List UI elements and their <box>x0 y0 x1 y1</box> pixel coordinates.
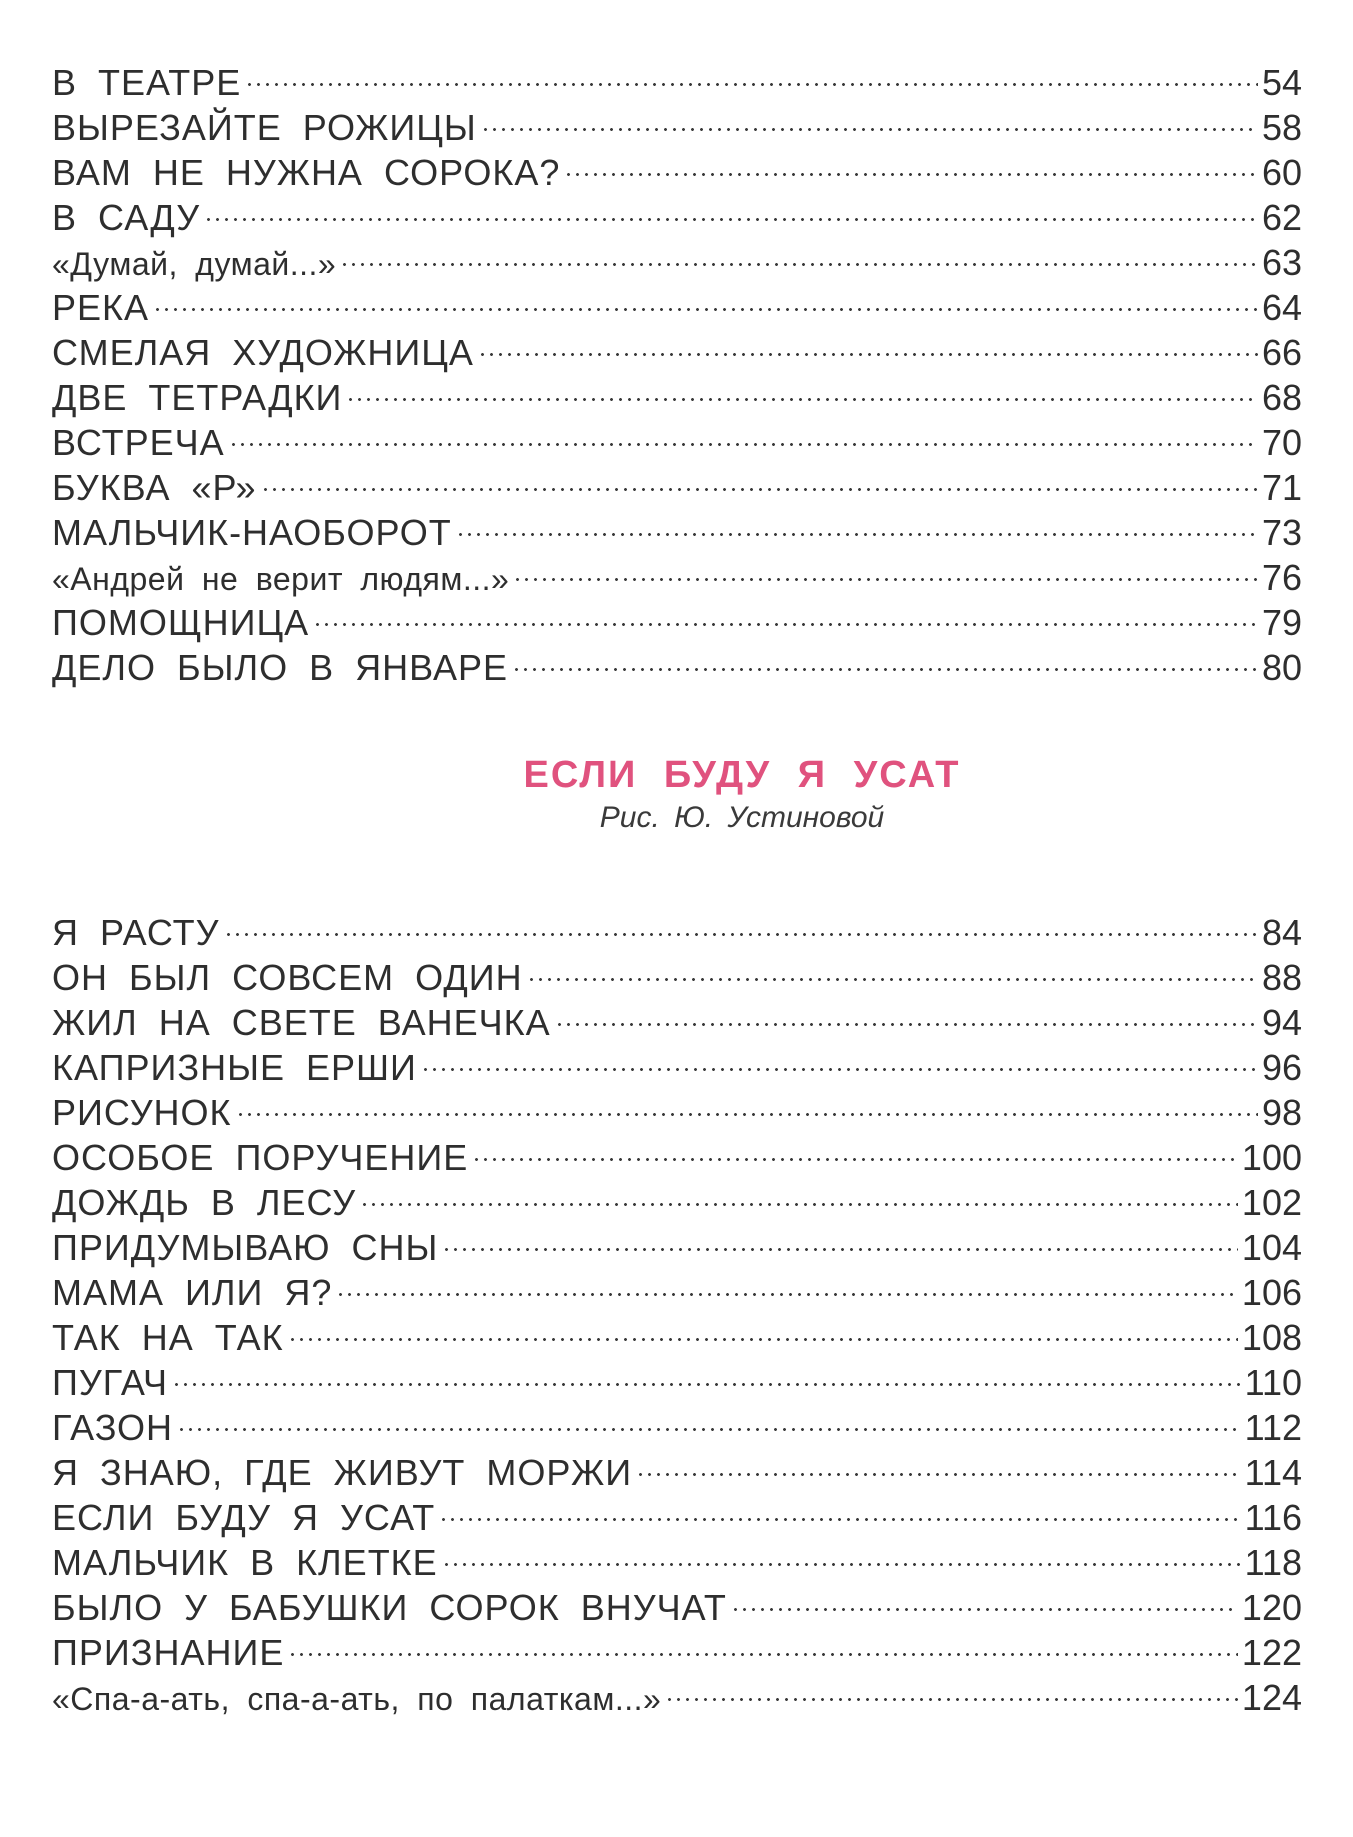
dot-leader <box>555 990 1258 1035</box>
toc-entry-page-number: 112 <box>1244 1407 1302 1448</box>
toc-entry-title: ГАЗОН <box>52 1407 174 1448</box>
toc-entry-title: ТАК НА ТАК <box>52 1317 284 1358</box>
toc-entry[interactable] <box>52 230 1302 283</box>
section-subtitle: Рис. Ю. Устиновой <box>599 801 885 834</box>
toc-entry-title: Я ЗНАЮ, ГДЕ ЖИВУТ МОРЖИ <box>52 1452 633 1493</box>
dot-leader <box>224 900 1258 945</box>
toc-entry-title: «Думай, думай...» <box>52 246 337 282</box>
toc-entry-title: ЕСЛИ БУДУ Я УСАТ <box>52 1497 436 1538</box>
dot-leader <box>340 230 1258 275</box>
dot-leader <box>177 1395 1241 1440</box>
toc-entry-page-number: 102 <box>1241 1182 1302 1223</box>
toc-entry-page-number: 100 <box>1241 1137 1302 1178</box>
section-header <box>52 752 1302 838</box>
toc-entry-page-number: 118 <box>1244 1542 1302 1583</box>
toc-entry-title: В САДУ <box>52 197 201 238</box>
dot-leader <box>636 1440 1240 1485</box>
toc-entry[interactable] <box>52 945 1302 998</box>
toc-entry-page-number: 58 <box>1261 107 1302 148</box>
toc-entry-page-number: 60 <box>1261 152 1302 193</box>
dot-leader <box>456 500 1258 545</box>
table-of-contents-page <box>52 50 1302 1718</box>
toc-entry-page-number: 70 <box>1261 422 1302 463</box>
toc-entry[interactable] <box>52 455 1302 508</box>
toc-entry-title: ВЫРЕЗАЙТЕ РОЖИЦЫ <box>52 107 477 148</box>
toc-entry-title: БУКВА «Р» <box>52 467 257 508</box>
dot-leader <box>261 455 1258 500</box>
toc-entry-title: «Андрей не верит людям...» <box>52 561 510 597</box>
toc-entry-page-number: 76 <box>1261 557 1302 598</box>
toc-entry-page-number: 96 <box>1261 1047 1302 1088</box>
dot-leader <box>439 1485 1240 1530</box>
toc-entry[interactable] <box>52 1440 1302 1493</box>
dot-leader <box>336 1260 1238 1305</box>
dot-leader <box>288 1305 1238 1350</box>
toc-entry-title: В ТЕАТРЕ <box>52 62 242 103</box>
toc-entry-title: ПУГАЧ <box>52 1362 169 1403</box>
dot-leader <box>472 1125 1238 1170</box>
toc-entry-page-number: 104 <box>1241 1227 1302 1268</box>
dot-leader <box>665 1665 1238 1710</box>
dot-leader <box>245 50 1258 95</box>
dot-leader <box>360 1170 1238 1215</box>
toc-entry-page-number: 71 <box>1261 467 1302 508</box>
toc-entry-page-number: 62 <box>1261 197 1302 238</box>
dot-leader <box>313 590 1258 635</box>
toc-entry-page-number: 84 <box>1261 912 1302 953</box>
dot-leader <box>731 1575 1238 1620</box>
toc-entry-page-number: 63 <box>1261 242 1302 283</box>
dot-leader <box>229 410 1258 455</box>
toc-entry-page-number: 64 <box>1261 287 1302 328</box>
toc-entry-title: ДОЖДЬ В ЛЕСУ <box>52 1182 357 1223</box>
dot-leader <box>512 635 1258 680</box>
toc-entry-title: ДЕЛО БЫЛО В ЯНВАРЕ <box>52 647 509 688</box>
toc-entry-page-number: 114 <box>1244 1452 1302 1493</box>
toc-entry-page-number: 110 <box>1244 1362 1302 1403</box>
toc-entry-title: ПРИЗНАНИЕ <box>52 1632 285 1673</box>
dot-leader <box>204 185 1258 230</box>
dot-leader <box>481 95 1258 140</box>
toc-entry-title: ОН БЫЛ СОВСЕМ ОДИН <box>52 957 523 998</box>
toc-list-part2 <box>52 900 1302 1718</box>
toc-entry-page-number: 124 <box>1241 1677 1302 1718</box>
toc-entry-title: СМЕЛАЯ ХУДОЖНИЦА <box>52 332 474 373</box>
toc-entry-title: ВСТРЕЧА <box>52 422 225 463</box>
toc-list-part1 <box>52 50 1302 688</box>
toc-entry-page-number: 54 <box>1261 62 1302 103</box>
dot-leader <box>153 275 1258 320</box>
toc-entry[interactable] <box>52 1395 1302 1448</box>
toc-entry-page-number: 68 <box>1261 377 1302 418</box>
dot-leader <box>527 945 1258 990</box>
toc-entry-page-number: 122 <box>1241 1632 1302 1673</box>
section-title: ЕСЛИ БУДУ Я УСАТ <box>523 754 961 796</box>
toc-entry-page-number: 73 <box>1261 512 1302 553</box>
toc-entry-title: РИСУНОК <box>52 1092 232 1133</box>
toc-entry-page-number: 120 <box>1241 1587 1302 1628</box>
toc-entry-title: КАПРИЗНЫЕ ЕРШИ <box>52 1047 417 1088</box>
toc-entry[interactable] <box>52 185 1302 238</box>
dot-leader <box>421 1035 1258 1080</box>
toc-entry-page-number: 94 <box>1261 1002 1302 1043</box>
toc-entry[interactable] <box>52 410 1302 463</box>
toc-entry-title: ЖИЛ НА СВЕТЕ ВАНЕЧКА <box>52 1002 551 1043</box>
toc-entry[interactable] <box>52 320 1302 373</box>
toc-entry[interactable] <box>52 275 1302 328</box>
dot-leader <box>478 320 1258 365</box>
toc-entry-page-number: 88 <box>1261 957 1302 998</box>
toc-entry-title: «Спа-а-ать, спа-а-ать, по палаткам...» <box>52 1681 662 1717</box>
dot-leader <box>442 1215 1238 1260</box>
dot-leader <box>236 1080 1258 1125</box>
toc-entry[interactable] <box>52 1080 1302 1133</box>
toc-entry-title: ВАМ НЕ НУЖНА СОРОКА? <box>52 152 561 193</box>
toc-entry[interactable] <box>52 50 1302 103</box>
toc-entry-page-number: 66 <box>1261 332 1302 373</box>
dot-leader <box>288 1620 1238 1665</box>
dot-leader <box>442 1530 1241 1575</box>
toc-entry-page-number: 98 <box>1261 1092 1302 1133</box>
toc-entry-title: Я РАСТУ <box>52 912 220 953</box>
toc-entry[interactable] <box>52 900 1302 953</box>
toc-entry-title: ПОМОЩНИЦА <box>52 602 310 643</box>
toc-entry-page-number: 106 <box>1241 1272 1302 1313</box>
toc-entry-title: ДВЕ ТЕТРАДКИ <box>52 377 343 418</box>
toc-entry-page-number: 116 <box>1244 1497 1302 1538</box>
toc-entry-title: МАМА ИЛИ Я? <box>52 1272 333 1313</box>
toc-entry-title: ОСОБОЕ ПОРУЧЕНИЕ <box>52 1137 469 1178</box>
toc-entry-page-number: 108 <box>1241 1317 1302 1358</box>
dot-leader <box>172 1350 1241 1395</box>
toc-entry[interactable] <box>52 1125 1302 1178</box>
dot-leader <box>346 365 1258 410</box>
toc-entry-page-number: 80 <box>1261 647 1302 688</box>
toc-entry-title: МАЛЬЧИК В КЛЕТКЕ <box>52 1542 438 1583</box>
toc-entry-title: БЫЛО У БАБУШКИ СОРОК ВНУЧАТ <box>52 1587 727 1628</box>
toc-entry[interactable] <box>52 1350 1302 1403</box>
dot-leader <box>564 140 1258 185</box>
dot-leader <box>513 545 1258 590</box>
toc-entry-title: РЕКА <box>52 287 150 328</box>
toc-entry-title: МАЛЬЧИК-НАОБОРОТ <box>52 512 452 553</box>
toc-entry-title: ПРИДУМЫВАЮ СНЫ <box>52 1227 439 1268</box>
toc-entry-page-number: 79 <box>1261 602 1302 643</box>
